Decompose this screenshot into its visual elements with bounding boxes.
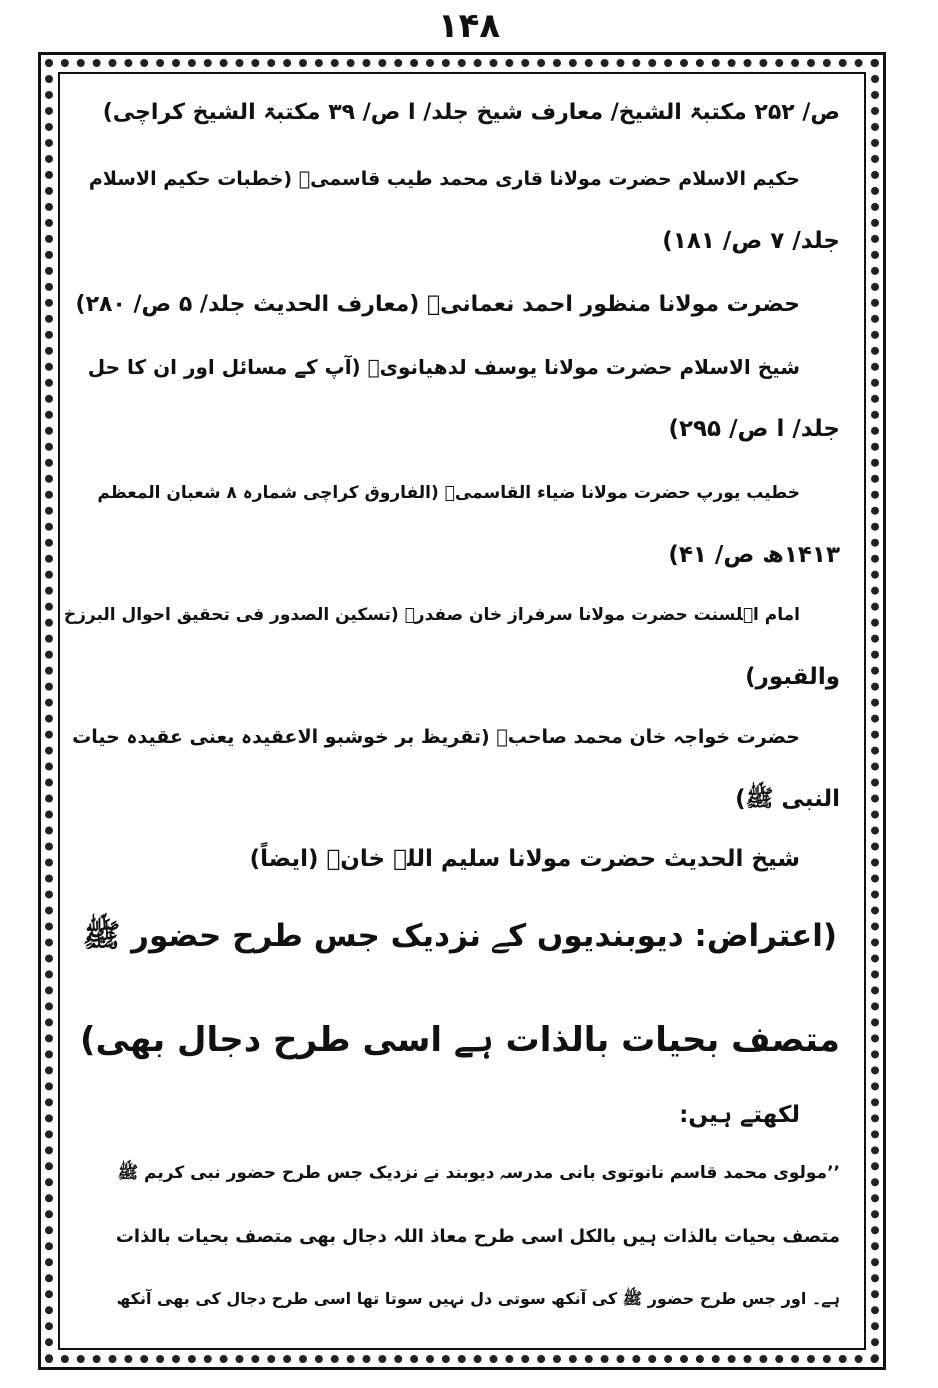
body-line: ہے۔ اور جس طرح حضور ﷺ کی آنکھ سوتی دل نہیں سوتا تھا اسی طرح دجال کی بھی آنکھ (116, 1289, 840, 1308)
reference-line: ص/ ۲۵۲ مکتبۃ الشیخ/ معارف شیخ جلد/ ا ص/ ۳۹ مکتبۃ الشیخ کراچی) (102, 100, 840, 125)
body-line: متصف بحیات بالذات ہیں بالکل اسی طرح معاذ اللہ دجال بھی متصف بحیات بالذات (115, 1226, 840, 1247)
reference-line: النبی ﷺ) (735, 786, 840, 812)
objection-heading-line-2: متصف بحیات بالذات ہے اسی طرح دجال بھی) (79, 1020, 840, 1060)
reference-line: ۱۴۱۳ھ ص/ ۴۱) (668, 542, 840, 568)
page-content (63, 92, 840, 1342)
objection-heading-line-1: (اعتراض: دیوبندیوں کے نزدیک جس طرح حضور ﷺ (82, 918, 838, 954)
body-line: ’’مولوی محمد قاسم نانوتوی بانی مدرسہ دیوبند نے نزدیک جس طرح حضور نبی کریم ﷺ (117, 1163, 840, 1183)
reference-line: حضرت مولانا منظور احمد نعمانیؒ (معارف الحدیث جلد/ ۵ ص/ ۲۸۰) (75, 292, 800, 317)
reference-line: جلد/ ۷ ص/ ۱۸۱) (662, 228, 840, 254)
reference-line: حکیم الاسلام حضرت مولانا قاری محمد طیب قاسمیؒ (خطبات حکیم الاسلام (88, 168, 800, 190)
reference-line: امام اہلسنت حضرت مولانا سرفراز خان صفدرؒ (تسکین الصدور فی تحقیق احوال البرزخ (63, 605, 800, 625)
page-number: ۱۴۸ (437, 6, 501, 46)
body-intro: لکھتے ہیں: (679, 1102, 800, 1128)
reference-line: جلد/ ا ص/ ۲۹۵) (668, 416, 840, 442)
reference-line: والقبور) (745, 664, 840, 690)
reference-line: شیخ الاسلام حضرت مولانا یوسف لدھیانویؒ (آپ کے مسائل اور ان کا حل (87, 355, 800, 379)
reference-line: خطیب یورپ حضرت مولانا ضیاء القاسمیؒ (الفاروق کراچی شمارہ ۸ شعبان المعظم (97, 483, 800, 503)
reference-line: حضرت خواجہ خان محمد صاحبؒ (تقریظ بر خوشبو الاعقیدہ یعنی عقیدہ حیات (72, 726, 800, 748)
reference-line: شیخ الحدیث حضرت مولانا سلیم اللہ خانؒ (ایضاً) (249, 846, 800, 872)
